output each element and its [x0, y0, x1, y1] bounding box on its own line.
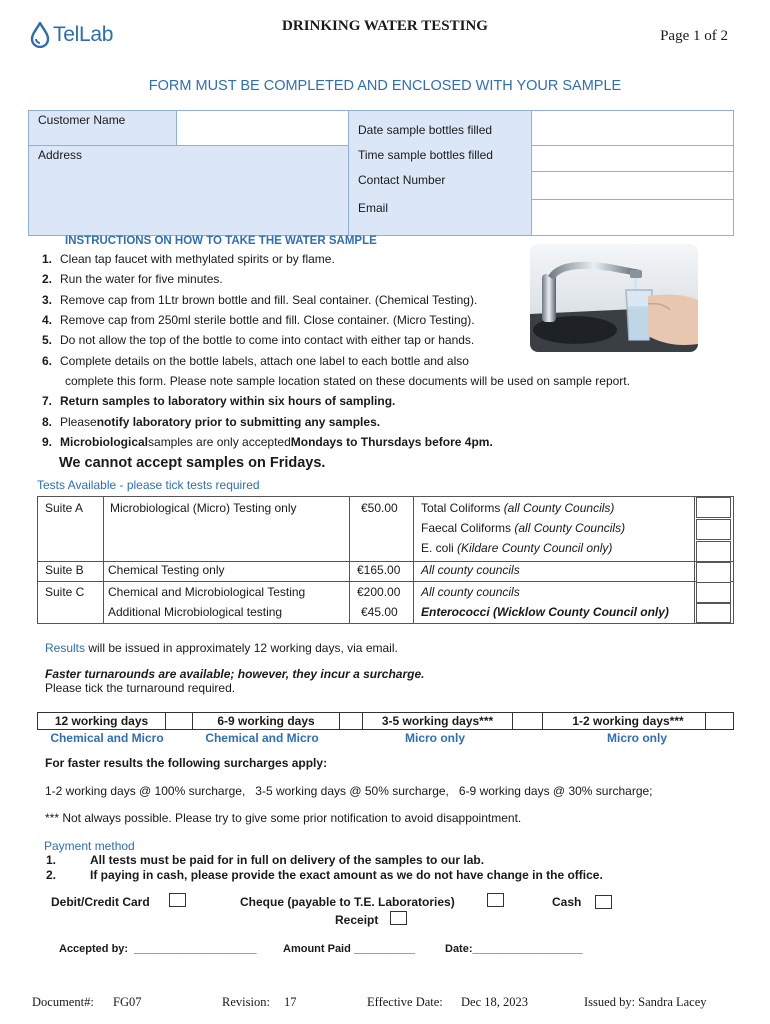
turnaround-6-9-days-checkbox[interactable]: [339, 712, 363, 730]
instruction-item: 7. Return samples to laboratory within six hours of sampling.: [42, 394, 396, 409]
sample-details-label-column: [348, 110, 532, 236]
customer-name-field[interactable]: [176, 110, 349, 146]
results-info: Results will be issued in approximately 12 working days, via email.: [45, 641, 398, 655]
suite-a-label: Suite A: [45, 501, 84, 515]
turnaround-options: [37, 712, 734, 730]
tick-suite-b[interactable]: [696, 562, 731, 583]
document-title: DRINKING WATER TESTING: [282, 18, 488, 34]
suite-a-price: €50.00: [361, 501, 398, 515]
suite-a-note-total-coliforms: Total Coliforms (all County Councils): [421, 501, 615, 515]
date-filled-field[interactable]: [531, 110, 734, 146]
suite-c-description: Chemical and Microbiological Testing: [108, 585, 306, 599]
receipt-checkbox[interactable]: [390, 911, 407, 925]
debit-credit-checkbox[interactable]: [169, 893, 186, 907]
no-fridays-notice: We cannot accept samples on Fridays.: [59, 455, 326, 471]
email-label: Email: [358, 201, 389, 215]
surcharges-text: 1-2 working days @ 100% surcharge, 3-5 working days @ 50% surcharge, 6-9 working days @ 30% surcharge;: [45, 784, 653, 798]
suite-b-price: €165.00: [357, 563, 401, 577]
turnaround-1-2-days-checkbox[interactable]: [705, 712, 734, 730]
suite-b-label: Suite B: [45, 563, 84, 577]
tick-ecoli[interactable]: [696, 541, 731, 562]
payment-rule: 1. All tests must be paid for in full on delivery of the samples to our lab.: [46, 853, 485, 867]
turnaround-12-days: 12 working days: [54, 714, 149, 728]
instruction-item: 5. Do not allow the top of the bottle to come into contact with either tap or hands.: [42, 333, 475, 348]
turnaround-3-5-days-checkbox[interactable]: [512, 712, 543, 730]
instruction-item: 3. Remove cap from 1Ltr brown bottle and fill. Seal container. (Chemical Testing).: [42, 292, 478, 307]
instruction-item: 4. Remove cap from 250ml sterile bottle and fill. Close container. (Micro Testing).: [42, 313, 475, 328]
tick-faecal-coliforms[interactable]: [696, 519, 731, 540]
email-field[interactable]: [531, 199, 734, 236]
turnaround-12-days-checkbox[interactable]: [165, 712, 193, 730]
payment-method-title: Payment method: [44, 839, 135, 853]
address-label: Address: [38, 148, 83, 162]
form-heading: FORM MUST BE COMPLETED AND ENCLOSED WITH YOUR SAMPLE: [148, 78, 622, 94]
tests-available-title: Tests Available - please tick tests required: [37, 478, 260, 492]
cheque-checkbox[interactable]: [487, 893, 504, 907]
time-filled-field[interactable]: [531, 145, 734, 172]
instructions-list: [42, 249, 630, 452]
instruction-item: 6. Complete details on the bottle labels, attach one label to each bottle and also: [42, 353, 469, 368]
turnaround-3-5-days: 3-5 working days***: [381, 714, 494, 728]
footer-revision-number: 17: [284, 995, 297, 1009]
faster-turnaround-note: Faster turnarounds are available; however, they incur a surcharge.: [45, 667, 425, 681]
footer-document-label: Document#:: [32, 995, 94, 1009]
footer-effective-label: Effective Date:: [367, 995, 443, 1009]
instruction-item: 8. Please notify laboratory prior to submitting any samples.: [42, 414, 381, 429]
page-number: Page 1 of 2: [660, 28, 728, 44]
tick-suite-c[interactable]: [696, 582, 731, 603]
suite-b-note: All county councils: [421, 563, 520, 577]
footer-revision-label: Revision:: [222, 995, 270, 1009]
instruction-item: 1. Clean tap faucet with methylated spirits or by flame.: [42, 252, 335, 267]
not-always-possible-note: *** Not always possible. Please try to give some prior notification to avoid disappointment.: [45, 811, 522, 825]
tick-total-coliforms[interactable]: [696, 497, 731, 518]
suite-a-note-ecoli: E. coli (Kildare County Council only): [421, 541, 613, 555]
footer-issued-by: Issued by: Sandra Lacey: [584, 995, 707, 1009]
cash-checkbox[interactable]: [595, 895, 612, 909]
suite-c-note: All county councils: [421, 585, 520, 599]
cheque-label: Cheque (payable to T.E. Laboratories): [240, 895, 455, 909]
customer-name-label-cell: [28, 110, 177, 146]
contact-number-label: Contact Number: [358, 173, 446, 187]
turnaround-6-9-days-scope: Chemical and Micro: [205, 731, 319, 745]
date-filled-label: Date sample bottles filled: [358, 123, 493, 137]
turnaround-1-2-days: 1-2 working days***: [572, 714, 684, 728]
accepted-by-field[interactable]: Accepted by: ____________________: [59, 943, 257, 955]
additional-micro-description: Additional Microbiological testing: [108, 605, 283, 619]
logo-text: TelLab: [53, 23, 114, 46]
instruction-item: 2. Run the water for five minutes.: [42, 272, 223, 287]
contact-number-field[interactable]: [531, 171, 734, 200]
customer-name-label: Customer Name: [38, 113, 126, 127]
cash-label: Cash: [552, 895, 582, 909]
additional-micro-price: €45.00: [361, 605, 398, 619]
additional-micro-note: Enterococci (Wicklow County Council only): [421, 605, 669, 619]
footer-document-number: FG07: [113, 995, 142, 1009]
address-field[interactable]: [28, 145, 349, 236]
tap-water-image: [530, 244, 698, 352]
instructions-title: INSTRUCTIONS ON HOW TO TAKE THE WATER SAMPLE: [65, 235, 377, 247]
instruction-item-continued: complete this form. Please note sample location stated on these documents will be used on sample report.: [65, 373, 630, 388]
suite-c-price: €200.00: [357, 585, 401, 599]
debit-credit-label: Debit/Credit Card: [51, 895, 150, 909]
tests-table: [37, 496, 734, 624]
tick-additional-micro[interactable]: [696, 603, 731, 623]
payment-rule: 2. If paying in cash, please provide the exact amount as we do not have change in the office.: [46, 868, 603, 882]
footer-effective-date: Dec 18, 2023: [461, 995, 528, 1009]
turnaround-1-2-days-scope: Micro only: [606, 731, 667, 745]
date-paid-field[interactable]: Date:__________________: [445, 943, 583, 955]
turnaround-6-9-days: 6-9 working days: [217, 714, 315, 728]
turnaround-3-5-days-scope: Micro only: [404, 731, 465, 745]
suite-a-description: Microbiological (Micro) Testing only: [110, 501, 297, 515]
amount-paid-field[interactable]: Amount Paid __________: [283, 943, 416, 955]
suite-c-label: Suite C: [45, 585, 85, 599]
surcharges-title: For faster results the following surcharges apply:: [45, 756, 328, 770]
suite-b-description: Chemical Testing only: [108, 563, 225, 577]
receipt-label: Receipt: [335, 913, 379, 927]
suite-a-note-faecal-coliforms: Faecal Coliforms (all County Councils): [421, 521, 626, 535]
time-filled-label: Time sample bottles filled: [358, 148, 493, 162]
turnaround-12-days-scope: Chemical and Micro: [50, 731, 164, 745]
please-tick-note: Please tick the turnaround required.: [45, 681, 236, 695]
instruction-item: 9. Microbiological samples are only accepted Mondays to Thursdays before 4pm.: [42, 434, 493, 449]
